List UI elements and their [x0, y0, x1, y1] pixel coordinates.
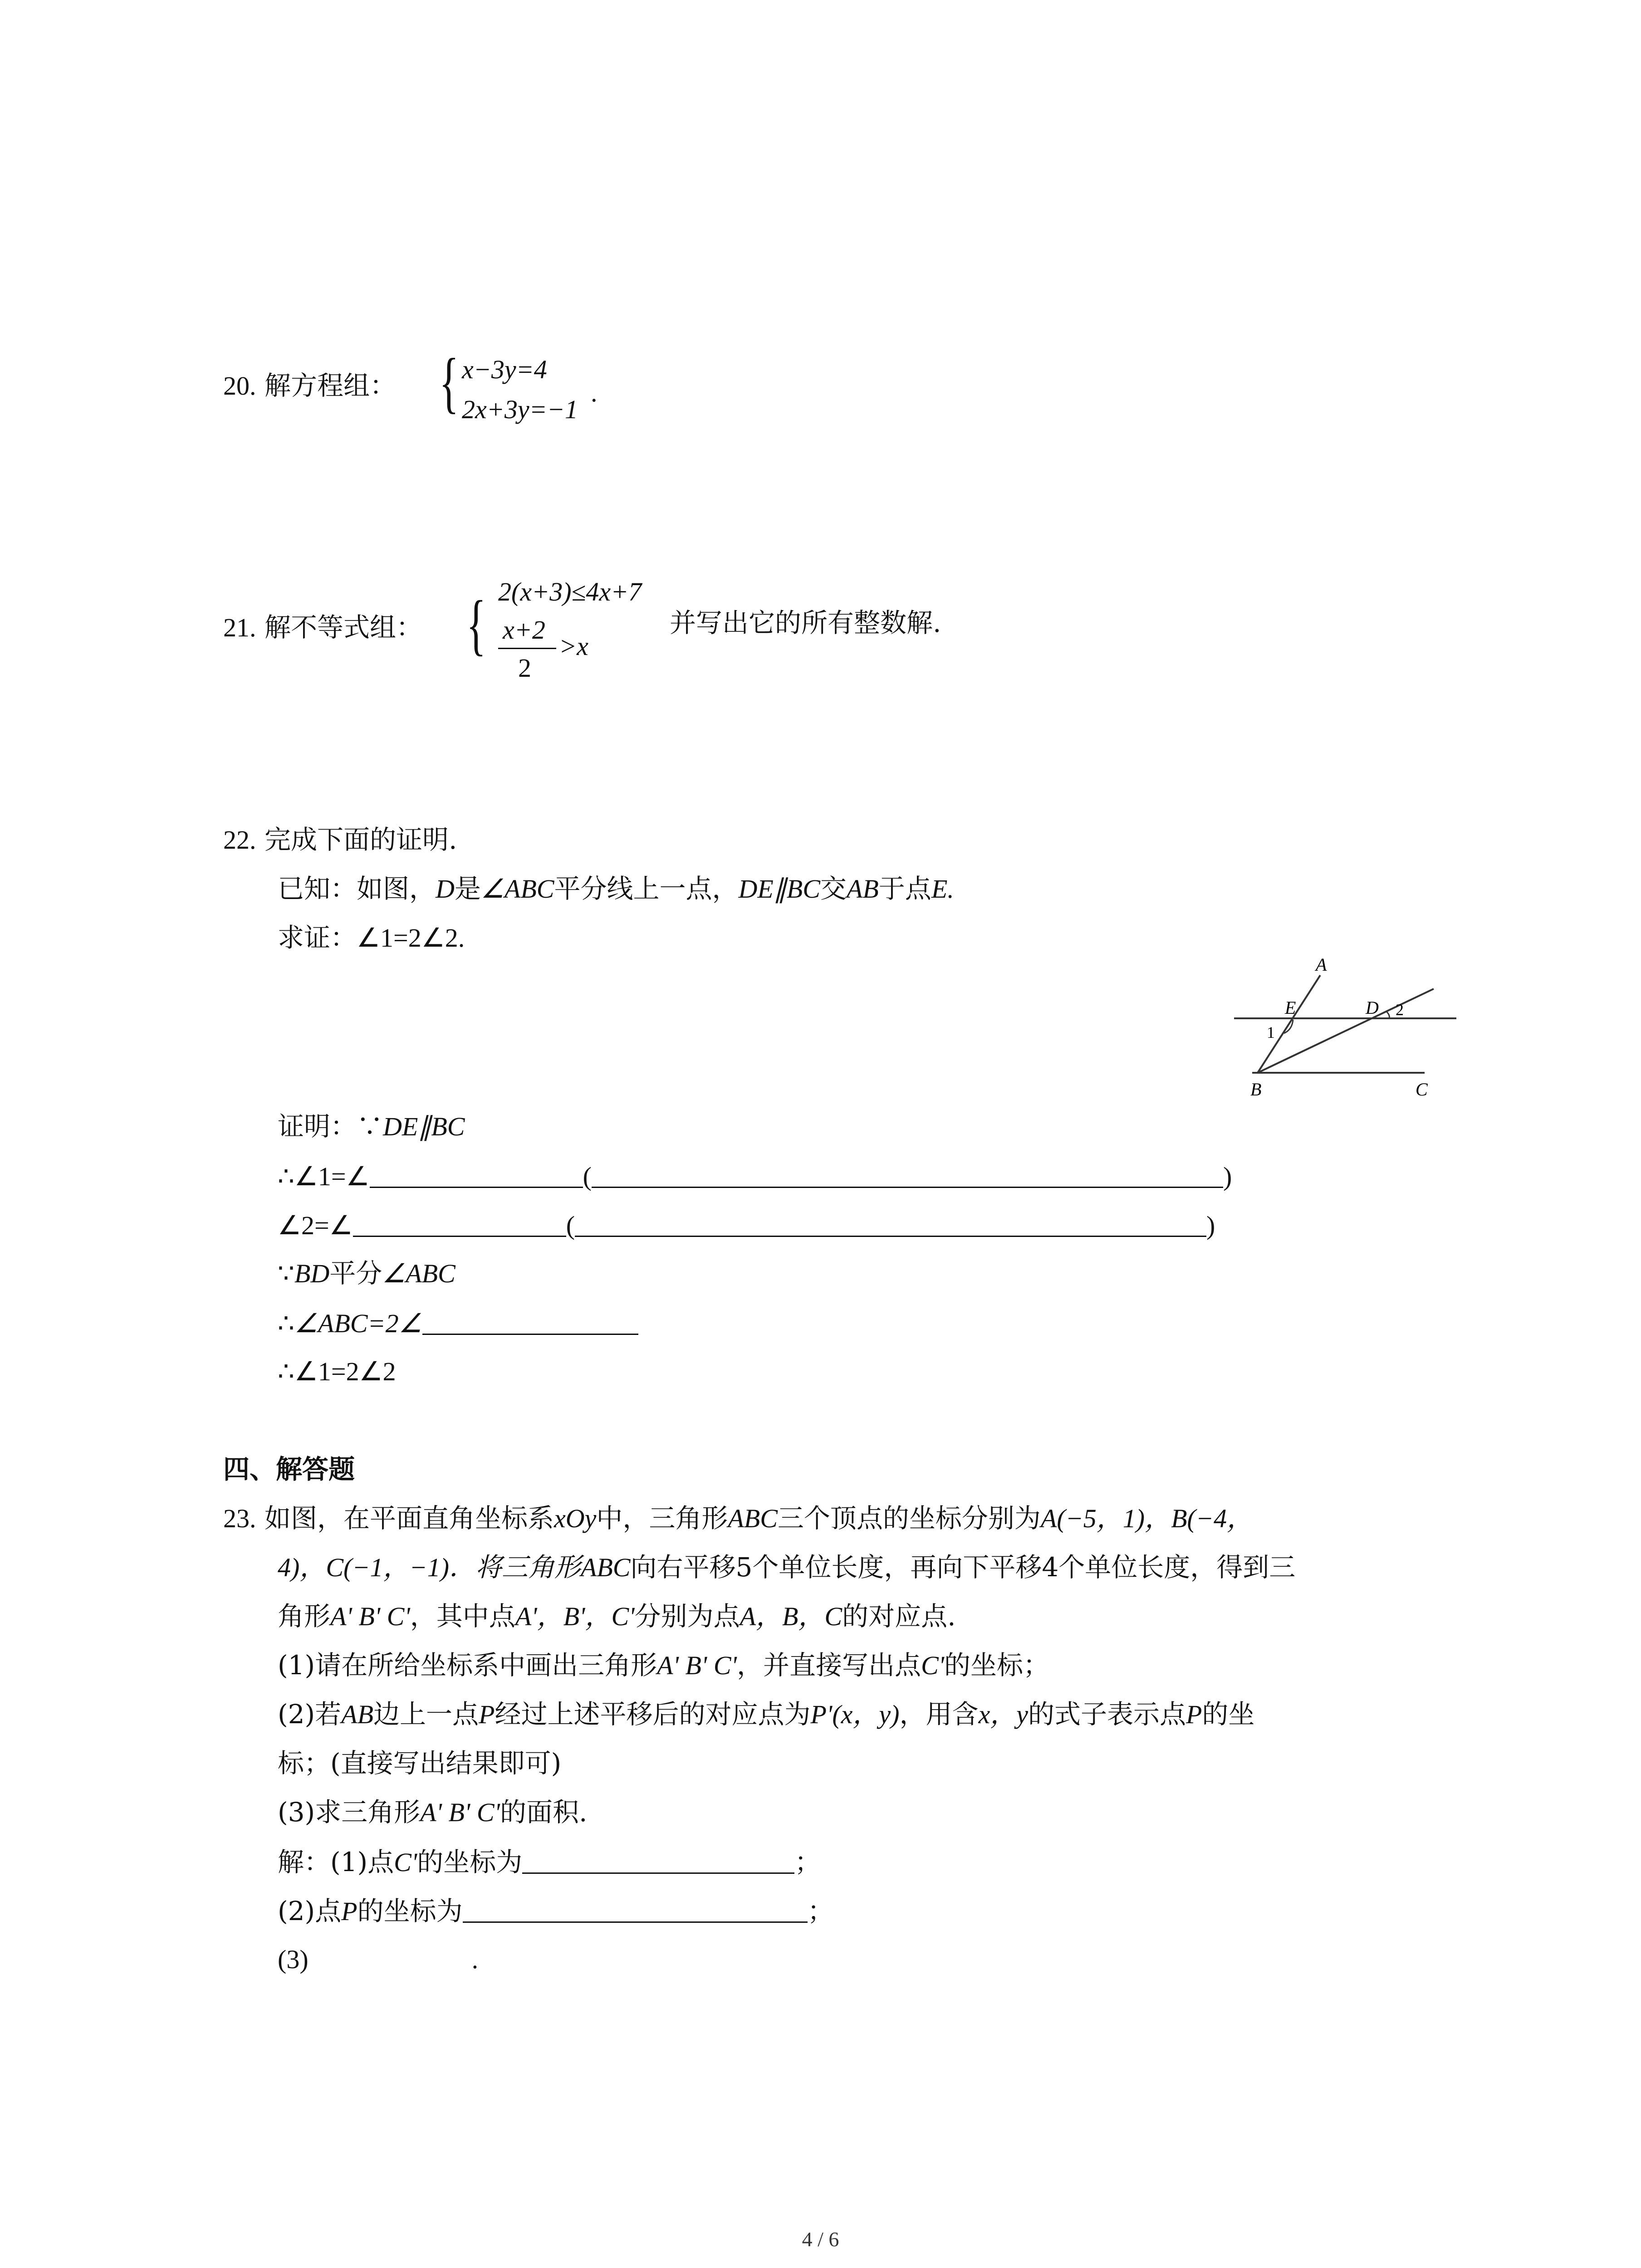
label-C: C: [1416, 1079, 1428, 1100]
q23-p3a: 角形: [278, 1601, 331, 1632]
label-2: 2: [1396, 1001, 1404, 1019]
q22-num: 22.: [223, 825, 256, 855]
q22-given-E: E.: [931, 874, 954, 904]
page-number-text: 4 / 6: [802, 2228, 839, 2251]
q23-s1b: ，并直接写出点: [736, 1650, 921, 1681]
label-D: D: [1366, 997, 1379, 1018]
q23-p2b: 向右平移5个单位长度，再向下平移4个单位长度，得到三: [630, 1552, 1296, 1583]
q23-p3-prime: A' B' C': [330, 1602, 410, 1631]
q23-sub-2-cont: [278, 1747, 561, 1779]
q22-given-DE: DE∥BC: [738, 874, 820, 904]
label-A: A: [1316, 954, 1327, 975]
angle-2-arc: [1386, 1012, 1389, 1018]
q23-s2-xy: x，y: [978, 1700, 1028, 1729]
angle-blank-1[interactable]: [370, 1159, 583, 1188]
q22-prove-stmt: ∠1=2∠2.: [357, 923, 465, 953]
q23-s1-prime: A' B' C': [657, 1651, 737, 1680]
paren-close-1: ): [1223, 1162, 1232, 1191]
q21-fraction-numerator: [503, 614, 545, 646]
q23-s1-C: C': [921, 1651, 945, 1680]
proof-stmt-2: ∠1=∠: [294, 1162, 370, 1191]
proof-BD: BD: [294, 1259, 330, 1288]
section-4-title-text: 四、解答题: [223, 1454, 355, 1485]
q23-a2-P: P: [341, 1897, 358, 1926]
proof-stmt-1: DE∥BC: [383, 1112, 465, 1141]
q23-p1-xOy: xOy: [554, 1504, 597, 1533]
q23-a3b: .: [471, 1945, 479, 1974]
q20-equation-1: [462, 354, 547, 386]
q22-given-yu: 于点: [878, 873, 931, 904]
paren-open-2: (: [566, 1211, 575, 1240]
label-B: B: [1250, 1079, 1262, 1100]
reason-blank-1[interactable]: [592, 1159, 1223, 1188]
q23-p2a: 4)，C(−1，−1)．将三角形: [278, 1553, 581, 1582]
q21-label: 解不等式组：: [264, 612, 422, 643]
q23-s3a: (3)求三角形: [278, 1797, 421, 1828]
proof-line-3: [278, 1208, 1215, 1242]
proof-prefix: 证明：: [278, 1111, 357, 1142]
q20-eq1: x−3y=4: [462, 355, 547, 384]
q21-num: 21.: [223, 613, 256, 642]
q23-s2-P2: P: [1185, 1700, 1202, 1729]
section-4-title: [223, 1453, 355, 1485]
q23-p3-orig: A，B，C: [740, 1602, 843, 1631]
q23-para-2: [278, 1551, 1295, 1584]
therefore-symbol-3: ∴: [278, 1356, 294, 1387]
q23-p3-pts: A'，B'，C': [515, 1602, 635, 1631]
q23-s2c: 经过上述平移后的对应点为: [495, 1699, 811, 1730]
q20-equation-2: [462, 394, 578, 425]
q21-number: [223, 611, 422, 644]
q20-brace: {: [439, 345, 459, 420]
q23-a2b: 的坐标为: [357, 1896, 463, 1926]
q23-p1-ABC: ABC: [728, 1504, 778, 1533]
q23-a1-C: C': [394, 1848, 417, 1877]
reason-blank-2[interactable]: [575, 1208, 1206, 1237]
q23-p1a: 如图，在平面直角坐标系: [264, 1503, 554, 1534]
q22-figure: [1225, 943, 1470, 1107]
q23-answer-3: [278, 1943, 478, 1975]
proof-line-6: [278, 1355, 396, 1388]
q21-ineq2-rhs: >x: [559, 631, 588, 661]
q21-ineq2-den: 2: [518, 653, 531, 683]
q23-p3b: ，其中点: [410, 1601, 515, 1632]
q23-s2d: ，用含: [899, 1699, 979, 1730]
angle-blank-3[interactable]: [422, 1306, 638, 1335]
q23-s2e: 的式子表示点: [1028, 1699, 1186, 1730]
q23-s2f: 的坐: [1202, 1699, 1255, 1730]
q23-sub-3: [278, 1796, 587, 1828]
paren-open-1: (: [583, 1162, 592, 1191]
q22-given-is: 是: [454, 873, 481, 904]
q21-inequality-2-rhs: [559, 631, 588, 662]
proof-stmt-5: ∠ABC=2∠: [294, 1309, 422, 1338]
q21-fraction-denominator: [518, 652, 531, 684]
q22-prove: [278, 922, 465, 954]
q23-answer-1: [278, 1845, 821, 1878]
proof-stmt-3: ∠2=∠: [278, 1211, 353, 1240]
q23-s2a: (2)若: [278, 1699, 342, 1730]
q23-p1c: 三个顶点的坐标分别为: [777, 1503, 1041, 1534]
q23-p3c: 分别为点: [634, 1601, 740, 1632]
q20-label: 解方程组：: [264, 370, 396, 401]
therefore-symbol: ∴: [278, 1161, 294, 1192]
q21-fraction-bar: [498, 648, 556, 649]
paren-close-2: ): [1206, 1211, 1215, 1240]
q22-prove-prefix: 求证：: [278, 922, 357, 953]
q23-s2-Pp: P'(x，y): [810, 1700, 900, 1729]
q22-given-AB: AB: [846, 874, 879, 904]
q21-brace: {: [466, 587, 486, 662]
page-number: [0, 2227, 1641, 2251]
answer-blank-1[interactable]: [522, 1845, 794, 1874]
because-symbol-2: ∵: [278, 1258, 294, 1289]
q22-given-jiao: 交: [820, 873, 847, 904]
q23-s2-P: P: [479, 1700, 495, 1729]
q23-a1b: 的坐标为: [417, 1847, 523, 1877]
q23-a1c: ；: [794, 1847, 821, 1877]
q23-s2b: 边上一点: [373, 1699, 479, 1730]
q23-p2-ABC: ABC: [580, 1553, 631, 1582]
answer-blank-2[interactable]: [463, 1894, 808, 1923]
q21-tail: 并写出它的所有整数解.: [670, 607, 941, 638]
q23-s3b: 的面积.: [500, 1797, 588, 1828]
proof-line-4: [278, 1257, 456, 1290]
q23-a3a: (3): [278, 1945, 309, 1974]
proof-angle-ABC: ∠ABC: [382, 1259, 456, 1288]
q23-s3-prime: A' B' C': [420, 1798, 500, 1827]
q23-p3d: 的对应点.: [842, 1601, 956, 1632]
angle-blank-2[interactable]: [353, 1208, 566, 1237]
q23-para-3: [278, 1600, 956, 1633]
label-1: 1: [1267, 1023, 1275, 1041]
q23-s1a: (1)请在所给坐标系中画出三角形: [278, 1650, 657, 1681]
q23-num: 23.: [223, 1504, 256, 1533]
q23-a2c: ；: [807, 1896, 834, 1926]
q21-ineq2-num: x+2: [503, 615, 545, 645]
proof-line-5: [278, 1306, 638, 1339]
q21-ineq1: 2(x+3)≤4x+7: [498, 577, 642, 606]
q22-given-prefix: 已知：如图，: [278, 873, 436, 904]
proof-line-2: [278, 1159, 1232, 1193]
q22-given-D: D: [436, 874, 455, 904]
q20-num: 20.: [223, 371, 256, 401]
q21-inequality-1: [498, 576, 642, 608]
q23-sub-1: [278, 1649, 1049, 1681]
q22-intro-text: 完成下面的证明.: [264, 824, 457, 855]
q23-answer-2: [278, 1894, 834, 1927]
q23-para-1: [223, 1502, 1253, 1535]
q20-tail: .: [591, 378, 598, 407]
q23-p1b: 中，三角形: [596, 1503, 728, 1534]
q23-s2g: 标；(直接写出结果即可): [278, 1748, 562, 1779]
q20-period: [591, 376, 598, 409]
because-symbol: ∵: [357, 1111, 383, 1142]
proof-stmt-6: ∠1=2∠2: [294, 1357, 396, 1386]
q22-given-mid: 平分线上一点，: [554, 873, 739, 904]
proof-bisects: 平分: [329, 1258, 382, 1289]
therefore-symbol-2: ∴: [278, 1308, 294, 1339]
q20-number: [223, 370, 396, 402]
q23-s2-AB: AB: [341, 1700, 374, 1729]
q23-s1c: 的坐标；: [944, 1650, 1050, 1681]
q21-tail-text: [670, 607, 941, 639]
proof-line-1: [278, 1110, 465, 1143]
q23-sub-2: [278, 1698, 1254, 1730]
label-E: E: [1285, 997, 1296, 1018]
q22-given-angle: ∠ABC: [480, 874, 554, 904]
q22-intro: [223, 824, 457, 856]
q23-a2a: (2)点: [278, 1896, 342, 1926]
q23-a1a: 解：(1)点: [278, 1847, 394, 1877]
q23-p1-A: A(−5，1)，B(−4，: [1040, 1504, 1253, 1533]
q20-eq2: 2x+3y=−1: [462, 395, 578, 424]
q22-given: [278, 873, 954, 905]
